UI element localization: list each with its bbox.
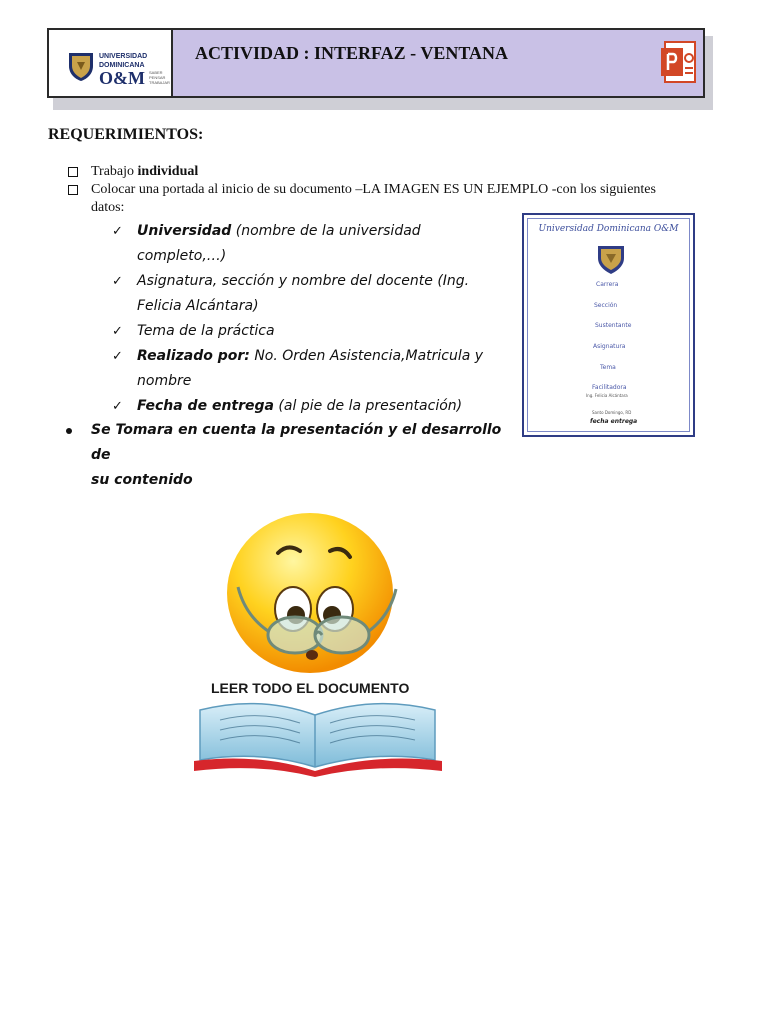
banner-main — [47, 28, 705, 98]
cover-place-date: Santo Domingo, RD — [592, 410, 632, 415]
checkmark-icon: ✓ — [112, 224, 123, 239]
requirements-list — [68, 163, 718, 217]
cover-label-sustentante: Sustentante — [595, 322, 632, 329]
item2-line2: datos: — [91, 200, 125, 215]
illustration-caption: LEER TODO EL DOCUMENTO — [211, 680, 410, 696]
sample-cover-image — [522, 213, 695, 437]
check2-line2: Felicia Alcántara) — [137, 298, 259, 314]
list-item — [112, 219, 512, 269]
powerpoint-icon — [659, 38, 697, 86]
shield-icon — [67, 50, 95, 82]
checkmark-icon: ✓ — [112, 349, 123, 364]
check1-bold: Universidad — [137, 223, 232, 239]
motto-line1: SABER — [149, 70, 163, 75]
cover-data-list — [112, 219, 512, 419]
logo-brand: O&M — [99, 68, 145, 88]
check5-rest: (al pie de la presentación) — [273, 398, 463, 414]
header-banner — [47, 28, 711, 104]
shield-icon — [596, 243, 626, 275]
cover-label-facilitadora: Facilitadora — [592, 384, 627, 391]
bullet-icon — [66, 428, 72, 434]
checkmark-icon: ✓ — [112, 274, 123, 289]
check1-rest: (nombre de la universidad completo,…) — [137, 223, 421, 264]
university-logo — [49, 30, 173, 96]
list-item — [68, 163, 718, 181]
note-line2: su contenido — [91, 472, 193, 488]
check2-line1: Asignatura, sección y nombre del docente (Ing. — [137, 273, 470, 289]
checkbox-bullet-icon — [68, 185, 78, 195]
item1-bold: individual — [137, 164, 199, 179]
logo-motto — [149, 70, 170, 85]
check4-rest: No. Orden Asistencia,Matricula y — [249, 348, 484, 364]
cover-footer: fecha entrega — [590, 418, 638, 425]
checkmark-icon: ✓ — [112, 324, 123, 339]
list-item — [112, 319, 512, 344]
check3: Tema de la práctica — [137, 323, 275, 339]
list-item — [112, 344, 512, 394]
check5-bold: Fecha de entrega — [137, 398, 274, 414]
cover-title: Universidad Dominicana O&M — [538, 224, 679, 234]
list-item — [112, 269, 512, 319]
cover-label-tema: Tema — [600, 364, 616, 371]
cover-facilitator: Ing. Felicia Alcántara — [586, 393, 628, 398]
cover-label-carrera: Carrera — [596, 281, 619, 288]
list-item — [68, 181, 718, 217]
list-item — [112, 394, 512, 419]
requirements-heading: REQUERIMIENTOS: — [48, 126, 204, 143]
cover-label-asignatura: Asignatura — [593, 343, 626, 350]
cover-label-seccion: Sección — [594, 302, 618, 309]
item2-line1: Colocar una portada al inicio de su documento –LA IMAGEN ES UN EJEMPLO -con los siguientes — [91, 182, 656, 197]
check4-bold: Realizado por: — [137, 348, 250, 364]
check4-line2: nombre — [137, 373, 192, 389]
checkbox-bullet-icon — [68, 167, 78, 177]
item1-prefix: Trabajo — [91, 164, 138, 179]
logo-line2: DOMINICANA — [99, 62, 145, 69]
motto-line3: TRABAJAR — [149, 80, 170, 85]
reading-emoji-illustration — [190, 505, 450, 780]
motto-line2: PENSAR — [149, 75, 166, 80]
note-line1: Se Tomara en cuenta la presentación y el desarrollo de — [91, 422, 502, 463]
page-title: ACTIVIDAD : INTERFAZ - VENTANA — [195, 43, 509, 63]
logo-line1: UNIVERSIDAD — [99, 53, 148, 60]
checkmark-icon: ✓ — [112, 399, 123, 414]
evaluation-note — [66, 418, 506, 493]
